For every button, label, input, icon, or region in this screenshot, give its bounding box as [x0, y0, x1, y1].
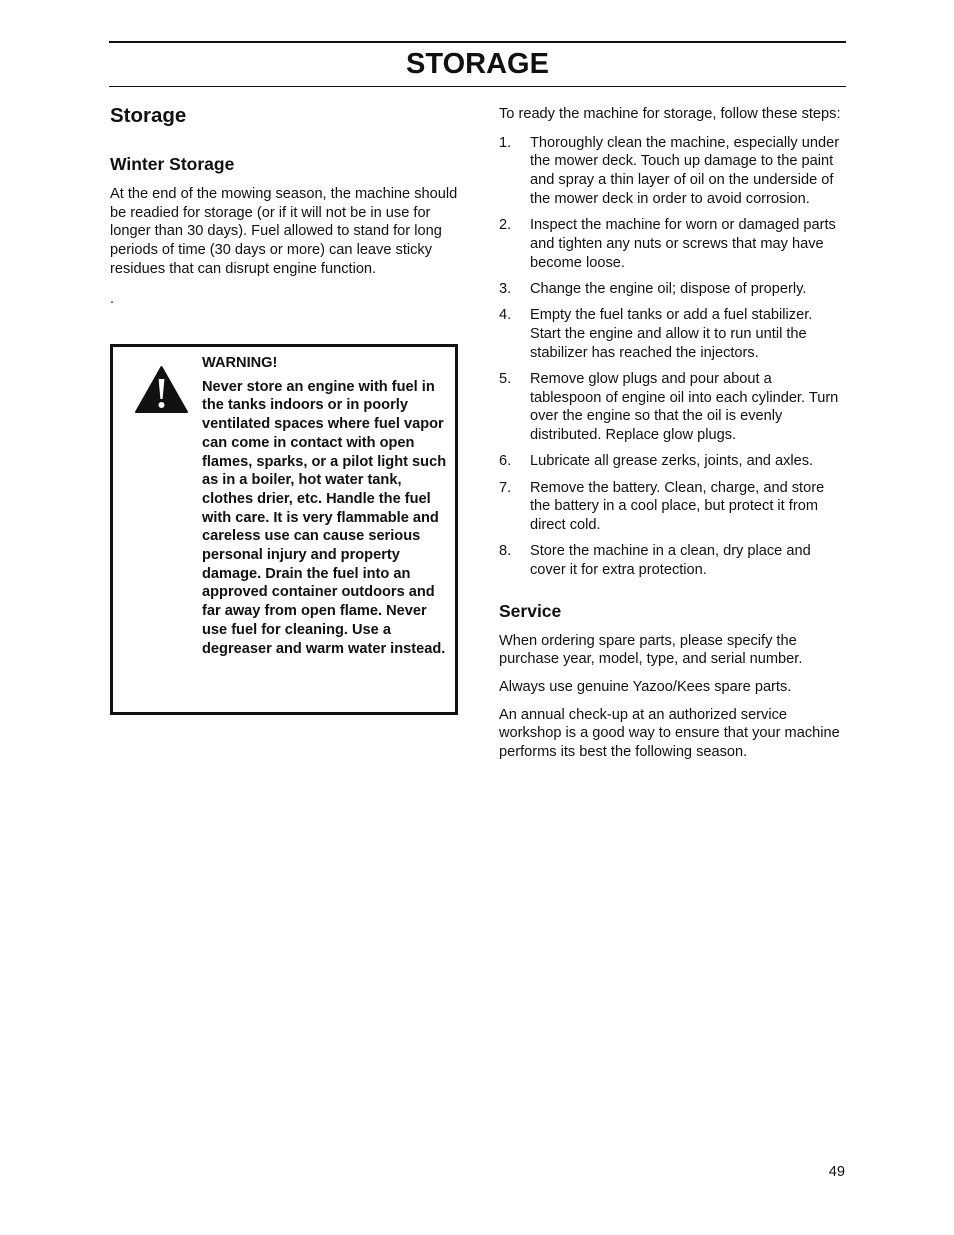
list-item [499, 306, 847, 362]
right-column [499, 105, 847, 762]
step-text: Change the engine oil; dispose of properly. [530, 280, 807, 297]
list-item [499, 134, 847, 209]
page-number: 49 [828, 1164, 845, 1180]
step-text: Remove the battery. Clean, charge, and store the battery in a cool place, but protect it from direct cold. [530, 479, 825, 533]
service-paragraph: An annual check-up at an authorized service workshop is a good way to ensure that your machine performs its best the following season. [499, 706, 840, 761]
step-number: 7. [499, 479, 512, 496]
subheading-service: Service [499, 600, 562, 621]
step-text: Thoroughly clean the machine, especially under the mower deck. Touch up damage to the paint and spray a thin layer of oil on the underside of the mower deck in order to avoid corrosion. [530, 134, 840, 207]
page-title: STORAGE [406, 48, 549, 80]
warning-box [110, 344, 458, 715]
list-item [499, 542, 847, 579]
storage-steps-list [499, 134, 847, 580]
list-item [499, 479, 847, 535]
warning-heading: WARNING! [202, 355, 278, 371]
service-paragraph: When ordering spare parts, please specify the purchase year, model, type, and serial number. [499, 632, 803, 668]
service-paragraph: Always use genuine Yazoo/Kees spare parts. [499, 679, 792, 696]
list-item [499, 280, 847, 299]
warning-triangle-icon [134, 365, 189, 415]
winter-storage-paragraph: At the end of the mowing season, the machine should be readied for storage (or if it will not be in use for longer than 30 days). Fuel allowed to stand for long periods of time (30 days or more) can leave sticky residues that can disrupt engine function. [110, 186, 458, 277]
list-item [499, 452, 847, 471]
step-number: 4. [499, 307, 512, 324]
header-rule-bottom [109, 86, 846, 87]
step-number: 2. [499, 217, 512, 234]
left-column [110, 102, 460, 308]
header-rule-top [109, 41, 846, 43]
step-text: Lubricate all grease zerks, joints, and axles. [530, 453, 814, 470]
step-number: 3. [499, 280, 512, 297]
step-text: Inspect the machine for worn or damaged parts and tighten any nuts or screws that may have become loose. [530, 217, 836, 271]
section-title-storage: Storage [110, 104, 187, 127]
storage-intro: To ready the machine for storage, follow these steps: [499, 106, 841, 122]
stray-dot: . [110, 290, 115, 307]
subheading-winter-storage: Winter Storage [110, 154, 235, 174]
warning-body: Never store an engine with fuel in the tanks indoors or in poorly ventilated spaces where fuel vapor can come in contact with open flames, sparks, or a pilot light such as in a boiler, hot water tank, clothes drier, etc. Handle the fuel with care. It is very flammable and careless use can cause serious personal injury and property damage. Drain the fuel into an approved container outdoors and far away from open flame. Never use fuel for cleaning. Use a degreaser and warm water instead. [202, 378, 447, 657]
step-number: 6. [499, 453, 512, 470]
step-text: Store the machine in a clean, dry place and cover it for extra protection. [530, 543, 811, 578]
list-item [499, 370, 847, 445]
step-text: Remove glow plugs and pour about a tablespoon of engine oil into each cylinder. Turn over the engine so that the oil is evenly distributed. Replace glow plugs. [530, 370, 839, 443]
step-number: 5. [499, 370, 512, 387]
step-number: 1. [499, 134, 512, 151]
step-text: Empty the fuel tanks or add a fuel stabilizer. Start the engine and allow it to run until the stabilizer has reached the injectors. [530, 307, 813, 361]
list-item [499, 216, 847, 272]
warning-text-block [202, 354, 450, 658]
step-number: 8. [499, 543, 512, 560]
